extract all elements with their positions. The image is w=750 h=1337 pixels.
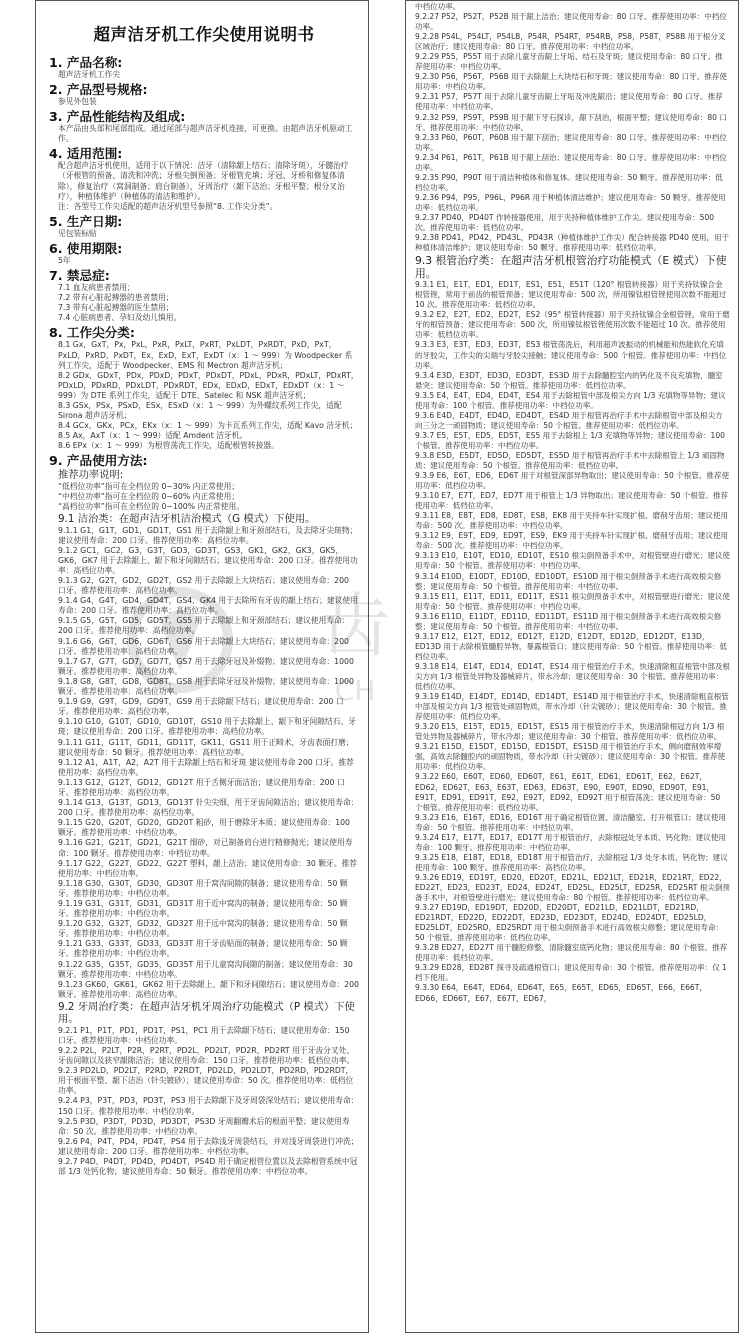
list-item: 9.1.21 G33，G33T，GD33，GD33T 用于牙齿贴面的制备；建议使用寿命：50 颗牙。推荐使用功率：中档位功率。 <box>58 939 348 959</box>
list-item: 9.1.14 G13，G13T，GD13，GD13T 针尖尖细，用于牙齿间隙洁治；建议使用寿命：200 口牙。推荐使用功率：高档位功率。 <box>58 798 359 818</box>
list-item: 9.2.33 P60，P60T，P60B 用于龈下刮治；建议使用寿命：80 口牙。推荐使用功率：中档位功率。 <box>415 132 727 152</box>
list-item: 9.1.5 G5，G5T，GD5，GD5T，GS5 用于去除龈上和牙颈部结石；建议使用寿命：200 口牙。推荐使用功率：高档位功率。 <box>58 616 350 636</box>
recommend-lines <box>49 482 359 512</box>
list-item: 9.3.3 E3，E3T，ED3，ED3T，ES3 根管荡洗后，利用超声波振动的机械能和热能软化充填的牙胶尖，工作尖的尖端与牙胶尖接触；建议使用寿命：500 个根管。推荐使用功率：中档位功率。 <box>415 340 727 370</box>
section-text: 7.1 血友病患者禁用； <box>58 283 135 293</box>
list-item: 9.1.10 G10，G10T，GD10，GD10T，GS10 用于去除龈上、龈下和牙间隙结石、牙斑；建议使用寿命：200 口牙。推荐使用功率：高档位功率。 <box>58 717 356 737</box>
document-title: 超声洁牙机工作尖使用说明书 <box>93 25 315 44</box>
list-item: 9.1.12 A1，A1T，A2，A2T 用于去除龈上结石和牙斑 建议使用寿命 200 口牙。推荐使用功率：高档位功率。 <box>58 757 354 777</box>
list-item: 9.3.7 E5，E5T，ED5，ED5T，ES5 用于去除根上 1/3 充填物等异物；建议使用寿命：100 个根管。推荐使用功率：中档位功率。 <box>415 430 725 450</box>
section-text: 注：各型号工作尖适配的超声洁牙机型号参照“8. 工作尖分类”。 <box>58 201 278 211</box>
section-1 <box>49 55 359 80</box>
list-item: 9.3.20 E15，E15T，ED15，ED15T，ES15 用于根管治疗手术，快速清除根冠方向 1/3 根管处异物及器械碎片，带水冷却；建议使用寿命：30 个根管。推荐使用功率：低档位功率。 <box>415 722 725 742</box>
section-heading: 2. 产品型号规格: <box>49 82 148 98</box>
list-item: 9.2.6 P4，P4T，PD4，PD4T，PS4 用于去除浅牙周袋结石，并对浅牙周袋进行冲洗；建议使用寿命：200 口牙。推荐使用功率：中档位功率。 <box>58 1136 359 1156</box>
section-text: 参见外包装 <box>58 97 97 107</box>
list-item: 9.1.2 GC1，GC2，G3，G3T，GD3，GD3T，GS3，GK1，GK2，GK3，GK5，GK6，GK7 用于去除龈上、龈下和牙间隙结石；建议使用寿命：200 口牙。推荐使用功率：高档位功率。 <box>58 545 358 575</box>
list-item: 9.2.27 P52，P52T，P52B 用于龈上洁治；建议使用寿命：80 口牙。推荐使用功率：中档位功率。 <box>415 12 727 32</box>
list-item: 9.1.15 G20，G20T，GD20，GD20T 粗砂，用于磨除牙本质；建议使用寿命：100 颗牙。推荐使用功率：中档位功率。 <box>58 818 350 838</box>
list-item: 9.3.10 E7，E7T，ED7，ED7T 用于根管上 1/3 异物取出；建议使用寿命：50 个根管。推荐使用功率：低档位功率。 <box>415 491 729 511</box>
list-item: 9.2.36 P94，P95，P96L，P96R 用于种植体清洁维护；建议使用寿命：50 颗牙。推荐使用功率：低档位功率。 <box>415 192 726 212</box>
list-item: 9.3.4 E3D，E3DT，ED3D，ED3DT，ES3D 用于去除髓腔室内的钙化及不良充填物，髓室悬突；建议使用寿命：50 个根管。推荐使用功率：低档位功率。 <box>415 370 723 390</box>
list-item: 9.1.1 G1，G1T，GD1，GD1T，GS1 用于去除龈上和牙颈部结石，及去除牙尖斑物；建议使用寿命：200 口牙。推荐使用功率：高档位功率。 <box>58 525 358 545</box>
section-9-2-items <box>49 1026 359 1177</box>
list-item: “中档位功率”指可在全档位的 0~60% 内正常使用； <box>58 491 240 501</box>
list-item: 9.1.3 G2，G2T，GD2，GD2T，GS2 用于去除龈上大块结石；建议使用寿命：200 口牙。推荐使用功率：高档位功率。 <box>58 576 349 596</box>
section-heading: 1. 产品名称: <box>49 55 123 70</box>
section-heading: 8. 工作尖分类: <box>49 325 135 341</box>
list-item: 9.3.2 E2，E2T，ED2，ED2T，ES2（95° 根管转接器）用于夹持钛镍合金根管锉，常用于磨牙的根管预备；建议使用寿命：500 次，所用镍钛根管锉使用次数不能超过 10 次。推荐使用功率：低档位功率。 <box>415 310 730 340</box>
list-item: 9.3.5 E4，E4T，ED4，ED4T，ES4 用于去除根管中部及根尖方向 1/3 充填物等异物；建议使用寿命：100 个根管。推荐使用功率：中档位功率。 <box>415 390 726 410</box>
list-item: 9.1.6 G6，G6T，GD6，GD6T，GS6 用于去除龈上大块结石；建议使用寿命：200 口牙。推荐使用功率：高档位功率。 <box>58 636 349 656</box>
list-item: 9.1.8 G8，G8T，GD8，GD8T，GS8 用于去除牙冠及补缀物；建议使用寿命：1000 颗牙。推荐使用功率：高档位功率。 <box>58 676 354 697</box>
section-text: 配合超声洁牙机使用，适用于以下情况：洁牙（清除龈上结石；清除牙斑），牙髓治疗（牙根管的预备、清洗和冲洗；牙根尖倒预备；牙根管充填；牙冠、牙桥和修复体清除），修复治疗（窝洞制备；肩台制备），牙周治疗（龈下洁治；牙根平整；根分叉治疗），种植体维护（种植体的清洁和维护）。 <box>58 161 349 201</box>
list-item: 9.2.31 P57，P57T 用于去除儿童牙齿龈上牙垢及冲洗龈沿；建议使用寿命：80 口牙。推荐使用功率：中档位功率。 <box>415 92 723 112</box>
list-item: 9.2.3 PD2LD，PD2LT，P2RD，P2RDT，PD2LD，PD2LDT，PD2RD，PD2RDT，用于根面平整、龈下洁治（针尖镀砂）；建议使用寿命：50 次。推荐使用功率：低档位功率。 <box>58 1066 354 1096</box>
list-item: “高档位功率”指可在全档位的 0~100% 内正常使用。 <box>58 502 245 512</box>
list-item: 9.3.25 E18，E18T，ED18，ED18T 用于根管治疗，去除根冠 1/3 处牙本质、钙化物；建议使用寿命：100 颗牙。推荐使用功率：高档位功率。 <box>415 852 728 872</box>
list-item: 9.3.8 E5D，E5DT，ED5D，ED5DT，ES5D 用于根管再治疗手术中去除根管上 1/3 顽固物质；建议使用寿命：50 个根管。推荐使用功率：低档位功率。 <box>415 450 725 471</box>
right-page <box>405 0 739 1333</box>
list-item: 9.2.34 P61，P61T，P61B 用于龈上刮治；建议使用寿命：80 口牙。推荐使用功率：中档位功率。 <box>415 152 727 172</box>
list-item: 9.1.11 G11，G11T，GD11，GD11T，GK11，GS11 用于正畸术，牙齿表面打磨；建议使用寿命：50 颗牙。推荐使用功率：高档位功率。 <box>58 737 354 757</box>
section-text: 8.1 Gx，GxT，Px，PxL，PxR，PxLT，PxRT，PxLDT，PxRDT，PxD，PxT，PxLD，PxRD，PxDT，Ex，ExD，ExT，ExDT（x：1 ～ 999）为 Woodpecker 系列工作尖，适配于 Woodpecker、EMS 和 Mectron 超声洁牙机； <box>58 340 353 370</box>
section-heading: 6. 使用期限: <box>49 240 123 256</box>
list-item: 9.3.19 E14D，E14DT，ED14D，ED14DT，ES14D 用于根管治疗手术，快速清除粗直根管中部及根尖方向 1/3 根管处顽固物质，带水冷却（针尖镀砂）；建议使用寿命：30 个根管。推荐使用功率：低档位功率。 <box>415 692 729 722</box>
section-text: 8.6 EPx（x：1 ～ 999）为根管荡洗工作尖，适配根管转接器。 <box>58 441 279 451</box>
list-item: 9.2.4 P3，P3T，PD3，PD3T，PS3 用于去除龈下及牙周袋深处结石；建议使用寿命：150 口牙。推荐使用功率：中档位功率。 <box>58 1096 359 1116</box>
list-item: 9.2.28 P54L，P54LT，P54LB，P54R，P54RT，P54RB，P58，P58T，P58B 用于根分叉区域治疗；建议使用寿命：80 口牙。推荐使用功率：中档位功率。 <box>415 32 726 52</box>
list-item: 9.1.18 G30，G30T，GD30，GD30T 用于窝沟间隙的制备；建议使用寿命：50 颗牙。推荐使用功率：中档位功率。 <box>58 878 348 898</box>
section-9-3-title: 9.3 根管治疗类：在超声洁牙机根管治疗功能模式（E 模式）下使用。 <box>415 254 727 281</box>
list-item: 9.2.38 PD41，PD42，PD43L，PD43R（种植体维护工作尖）配合转接器 PD40 使用，用于种植体清洁维护；建议使用寿命：50 颗牙。推荐使用功率：低档位功率。 <box>415 233 730 253</box>
list-item: 9.3.13 E10，E10T，ED10，ED10T，ES10 根尖倒预备手术中，对根管壁进行磨光；建议使用寿命：50 个根管。推荐使用功率：中档位功率。 <box>415 551 730 571</box>
section-text: 超声洁牙机工作尖 <box>58 70 121 79</box>
list-item: 9.3.28 ED27，ED27T 用于髓腔修整，清除髓室底钙化物；建议使用寿命：80 个根管。推荐使用功率：低档位功率。 <box>415 943 728 963</box>
list-item: 9.1.17 G22，G22T，GD22，G22T 塑料，龈上洁治；建议使用寿命：30 颗牙。推荐使用功率：中档位功率。 <box>58 858 358 878</box>
section-heading: 4. 适用范围: <box>49 146 123 162</box>
list-item: 9.3.24 E17，E17T，ED17，ED17T 用于根管治疗，去除根冠处牙本质、钙化物；建议使用寿命：100 颗牙。推荐使用功率：中档位功率。 <box>415 832 726 852</box>
section-9-2-title: 9.2 牙周治疗类：在超声洁牙机牙周治疗功能模式（P 模式）下使用。 <box>58 1000 355 1026</box>
section-text: 8.2 GDx，GDxT，PDx，PDxD，PDxT，PDxDT，PDxL，PDxR，PDxLT，PDxRT，PDxLD，PDxRD，PDxLDT，PDxRDT，EDx，EDxD，EDxT，EDxDT（x：1 ～ 999）为 DTE 系列工作尖，适配于 DTE、Satelec 和 NSK 超声洁牙机； <box>58 370 359 400</box>
section-8 <box>49 325 359 451</box>
list-item: 9.1.9 G9，G9T，GD9，GD9T，GS9 用于去除龈下结石；建议使用寿命：200 口牙。推荐使用功率：高档位功率。 <box>58 697 344 717</box>
section-6 <box>49 241 359 266</box>
list-item: 9.3.21 E15D，E15DT，ED15D，ED15DT，ES15D 用于根管治疗手术，侧向磨削效率增强，高效去除髓腔内的顽固物质，带水冷却（针尖镀砂）；建议使用寿命：30 个根管。推荐使用功率：低档位功率。 <box>415 742 726 772</box>
section-text: 8.4 GCx，GKx，PCx，EKx（x：1 ～ 999）为卡瓦系列工作尖，适配 Kavo 洁牙机； <box>58 421 358 431</box>
list-item: 9.1.23 GK60，GK61，GK62 用于去除龈上、龈下和牙间隙结石；建议使用寿命：200 颗牙。推荐使用功率：高档位功率。 <box>58 979 359 999</box>
list-item: 9.1.4 G4，G4T，GD4，GD4T，GS4，GK4 用于去除所有牙齿的龈上结石；建议使用寿命：200 口牙。推荐使用功率：高档位功率。 <box>58 596 358 616</box>
list-item: 9.2.29 P55，P55T 用于去除儿童牙齿龈上牙垢、结石及牙斑；建议使用寿命：80 口牙。推荐使用功率：中档位功率。 <box>415 52 723 72</box>
section-3 <box>49 109 359 144</box>
list-item: 9.3.22 E60，E60T，ED60，ED60T，E61，E61T，ED61，ED61T，E62，E62T，ED62，ED62T，E63，E63T，ED63，ED63T，E90，E90T，ED90，ED90T，E91，E91T，ED91，ED91T，E92，E92T，ED92，ED92T 用于根管荡洗；建议使用寿命：50 个根管。推荐使用功率：低档位功率。 <box>415 772 721 812</box>
list-item: 9.3.9 E6，E6T，ED6，ED6T 用于对根管深部异物取出；建议使用寿命：50 个根管。推荐使用功率：低档位功率。 <box>415 471 729 491</box>
list-item: 9.3.18 E14，E14T，ED14，ED14T，ES14 用于根管治疗手术，快速清除粗直根管中部及根尖方向 1/3 根管处异物及器械碎片，带水冷却；建议使用寿命：30 个根管。推荐使用功率：低档位功率。 <box>415 661 730 692</box>
list-item: 9.3.27 ED19D，ED19DT，ED20D，ED20DT，ED21LD，ED21LDT，ED21RD，ED21RDT，ED22D，ED22DT，ED23D，ED23DT，ED24D，ED24DT，ED25LD，ED25LDT，ED25RD，ED25RDT 用于根尖倒预备手术进行高效根尖修整；建议使用寿命：50 个根管。推荐使用功率：低档位功率。 <box>415 903 724 943</box>
list-item: 9.3.30 E64，E64T，ED64，ED64T，E65，E65T，ED65，ED65T，E66，E66T，ED66，ED66T，E67，E67T，ED67， <box>415 983 707 1003</box>
left-page <box>35 0 369 1333</box>
sections-container <box>49 55 359 468</box>
recommend-title: 推荐功率说明: <box>58 469 124 482</box>
section-9 <box>49 453 359 468</box>
list-item: 9.3.6 E4D，E4DT，ED4D，ED4DT，ES4D 用于根管再治疗手术中去除根管中部及根尖方向三分之一顽固物质；建议使用寿命：50 个根管。推荐使用功率：低档位功率。 <box>415 410 723 430</box>
section-text: 见包装标贴 <box>58 228 97 238</box>
list-item: 9.3.26 ED19，ED19T，ED20，ED20T，ED21L，ED21LT，ED21R，ED21RT，ED22，ED22T，ED23，ED23T，ED24，ED24T，ED25L，ED25LT，ED25R，ED25RT 根尖倒预备手术中，对根管壁进行磨光；建议使用寿命：80 个根管。推荐使用功率：低档位功率。 <box>415 872 730 903</box>
list-item: 9.2.30 P56，P56T，P56B 用于去除龈上大块结石和牙斑；建议使用寿命：80 口牙。推荐使用功率：中档位功率。 <box>415 72 727 92</box>
list-item: 9.3.15 E11，E11T，ED11，ED11T，ES11 根尖倒预备手术中，对根管壁进行磨光；建议使用寿命：50 个根管。推荐使用功率：中档位功率。 <box>415 591 730 611</box>
section-9-1-title: 9.1 洁治类：在超声洁牙机洁治模式（G 模式）下使用。 <box>58 513 316 526</box>
list-item: 9.3.29 ED28，ED28T 探寻及疏通根管口；建议使用寿命：30 个根管。推荐使用功率：仅 1 档下使用。 <box>415 963 727 983</box>
list-item: 9.1.7 G7，G7T，GD7，GD7T，GS7 用于去除牙冠及补缀物；建议使用寿命：1000 颗牙。推荐使用功率：高档位功率。 <box>58 656 354 676</box>
list-item: 9.1.13 G12，G12T，GD12，GD12T 用于舌侧牙面洁治；建议使用寿命：200 口牙。推荐使用功率：高档位功率。 <box>58 777 345 797</box>
section-9-3-items <box>415 280 730 1003</box>
section-heading: 7. 禁忌症: <box>49 268 110 284</box>
section-text: 7.4 心脏病患者、孕妇及幼儿慎用。 <box>58 313 182 323</box>
section-heading: 5. 生产日期: <box>49 213 123 229</box>
list-item: 9.1.20 G32，G32T，GD32，GD32T 用于远中窝沟的制备；建议使用寿命：50 颗牙。推荐使用功率：中档位功率。 <box>58 919 348 939</box>
section-text: 8.5 Ax，AxT（x：1 ～ 999）适配 Amdent 洁牙机。 <box>58 431 248 441</box>
list-item: 9.1.19 G31，G31T，GD31，GD31T 用于近中窝沟的制备；建议使用寿命：50 颗牙。推荐使用功率：中档位功率。 <box>58 899 348 919</box>
usage-section <box>49 469 359 1177</box>
list-item: 9.3.12 E9，E9T，ED9，ED9T，ES9，EK9 用于夹持车针实现扩根、磨削牙齿用；建议使用寿命：500 次。推荐使用功率：中档位功率。 <box>415 531 729 551</box>
list-item: 9.2.2 P2L，P2LT，P2R，P2RT，PD2L，PD2LT，PD2R，PD2RT 用于牙齿分叉处、牙齿间隙以及狭窄龈隙洁治；建议使用寿命：150 口牙。推荐使用功率：低档位功率。 <box>58 1045 355 1066</box>
section-9-1-items <box>49 526 359 1000</box>
list-item: 9.1.22 G35，G35T，GD35，GD35T 用于儿童窝沟间隙的制备；建议使用寿命：30 颗牙。推荐使用功率：中档位功率。 <box>58 959 353 979</box>
section-2 <box>49 82 359 107</box>
section-heading: 3. 产品性能结构及组成: <box>49 109 186 125</box>
list-item: “低档位功率”指可在全档位的 0~30% 内正常使用； <box>58 481 240 491</box>
list-item: 9.2.37 PD40，PD40T 作转接器使用，用于夹持种植体维护工作尖。建议使用寿命：500 次。推荐使用功率：低档位功率。 <box>415 212 715 233</box>
list-item: 9.3.17 E12，E12T，ED12，ED12T，E12D，E12DT，ED12D，ED12DT，E13D，ED13D 用于去除根管髓腔异物，暴露根管口；建议使用寿命：50 个根管。推荐使用功率：低档位功率。 <box>415 631 728 661</box>
list-item: 9.2.1 P1，P1T，PD1，PD1T，PS1，PC1 用于去除龈下结石；建议使用寿命：150 口牙。推荐使用功率：中档位功率。 <box>58 1025 350 1045</box>
section-text: 7.3 带有心脏起搏器的医生禁用； <box>58 303 174 313</box>
section-7 <box>49 268 359 323</box>
list-item: 9.3.16 E11D，E11DT，ED11D，ED11DT，ES11D 用于根尖倒预备手术进行高效根尖修整；建议使用寿命：50 个根管。推荐使用功率：中档位功率。 <box>415 611 722 631</box>
list-item: 9.3.11 E8，E8T，ED8，ED8T，ES8，EK8 用于夹持车针实现扩根、磨削牙齿用；建议使用寿命：500 次。推荐使用功率：中档位功率。 <box>415 511 729 531</box>
section-text: 5年 <box>58 255 71 265</box>
list-item: 9.2.7 P4D，P4DT，PD4D，PD4DT，PS4D 用于确定根管位置以及去除根管系统中冠部 1/3 处钙化物；建议使用寿命：50 颗牙。推荐使用功率：中档位功率。 <box>58 1156 358 1177</box>
list-item: 9.3.14 E10D，E10DT，ED10D，ED10DT，ES10D 用于根尖倒预备手术进行高效根尖修整；建议使用寿命：50 个根管。推荐使用功率：中档位功率。 <box>415 571 722 591</box>
list-item: 中档位功率。 <box>415 2 461 11</box>
section-text: 8.3 GSx，PSx，PSxD，ESx，ESxD（x：1 ～ 999）为外螺纹系列工作尖，适配 Sirona 超声洁牙机； <box>58 400 342 421</box>
list-item: 9.2.5 P3D，P3DT，PD3D，PD3DT，PS3D 牙周翻瓣术后的根面平整；建议使用寿命：50 次。推荐使用功率：中档位功率。 <box>58 1116 350 1136</box>
list-item: 9.2.35 P90，P90T 用于清洁种植体和修复体。建议使用寿命：50 颗牙。推荐使用功率：低档位功率。 <box>415 172 723 192</box>
list-item: 9.3.1 E1，E1T，ED1，ED1T，ES1，E51，E51T（120° 根管转接器）用于夹持钛镍合金根管锉，常用于前齿的根管预备；建议使用寿命：500 次，所用镍钛根管锉使用次数不能超过 10 次。推荐使用功率：低档位功率。 <box>415 280 727 310</box>
list-item: 9.1.16 G21，G21T，GD21，G21T 细砂，对已制备肩台进行精修抛光；建议使用寿命：100 颗牙。推荐使用功率：中档位功率。 <box>58 838 353 858</box>
section-heading: 9. 产品使用方法: <box>49 453 148 469</box>
section-9-2-continued <box>415 2 730 253</box>
section-text: 7.2 带有心脏起搏器的患者禁用； <box>58 293 174 303</box>
list-item: 9.2.32 P59，P59T，P59B 用于龈下牙石探诊，龈下刮治，根面平整；建议使用寿命：80 口牙。推荐使用功率：中档位功率。 <box>415 112 727 132</box>
section-4 <box>49 146 359 211</box>
list-item: 9.3.23 E16，E16T，ED16，ED16T 用于确定根管位置、清洁髓室、打开根管口；建议使用寿命：50 个根管。推荐使用功率：中档位功率。 <box>415 812 726 832</box>
section-5 <box>49 214 359 239</box>
section-text: 本产品由头部和尾部组成。通过尾部与超声洁牙机连接，可更换。由超声洁牙机驱动工作。 <box>58 124 353 144</box>
